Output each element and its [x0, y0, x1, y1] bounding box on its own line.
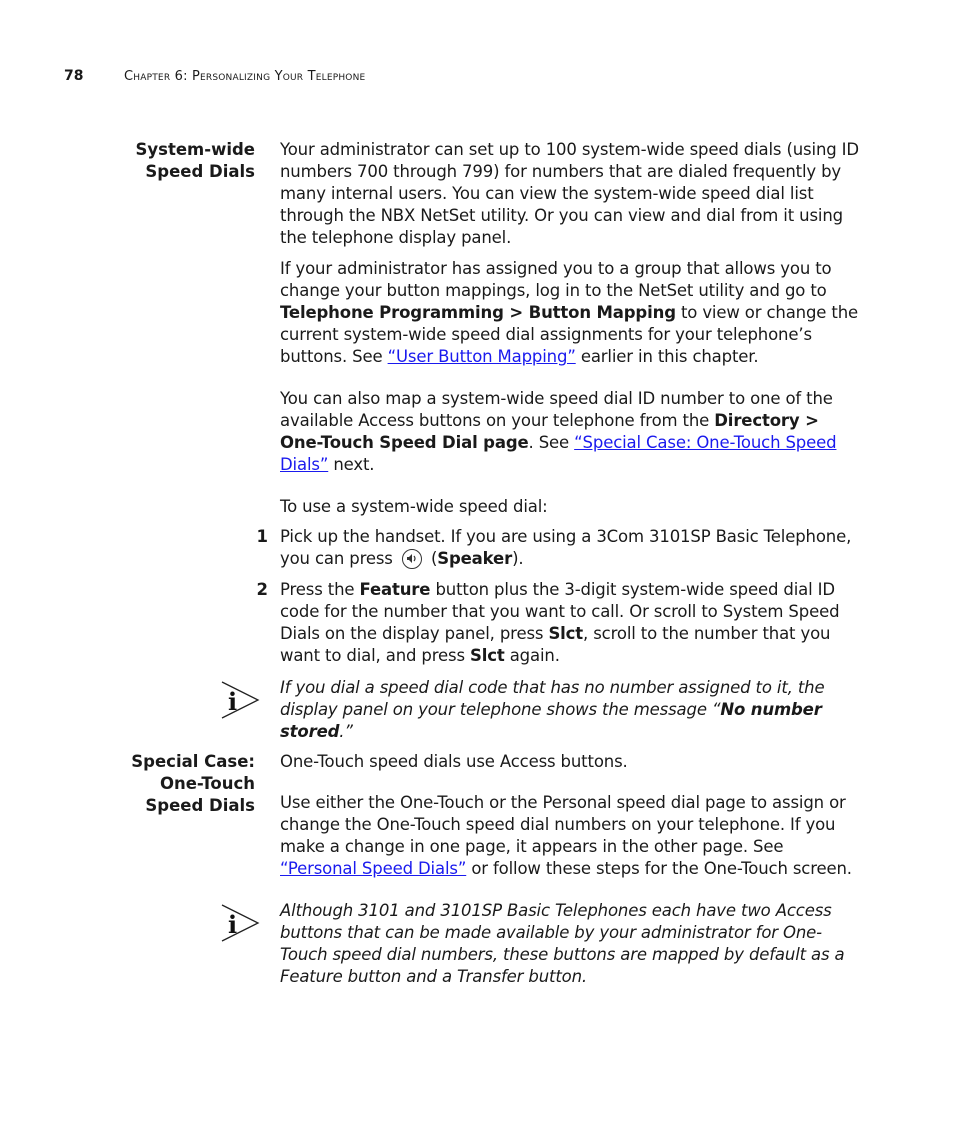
step-2-text: Press the Feature button plus the 3-digit system-wide speed dial ID code for the number that you want to call. Or scroll to System Speed Dials on the display panel, press Slct, scroll to the number that you want to dial, and press Slct again.: [280, 580, 840, 665]
note-basic-telephones: Although 3101 and 3101SP Basic Telephones each have two Access buttons that can be made available by your administrator for One-Touch speed dial numbers, these buttons are mapped by default as a Feature button and a Transfer button.: [280, 901, 845, 986]
paragraph-one-touch-access: One-Touch speed dials use Access buttons.: [280, 752, 628, 771]
paragraph-button-mapping: If your administrator has assigned you to a group that allows you to change your button mappings, log in to the NetSet utility and go to Telephone Programming > Button Mapping to view or change the current system-wide speed dial assignments for your telephone’s buttons. See “User Button Mapping” earlier in this chapter.: [280, 259, 859, 366]
paragraph-one-touch-personal: Use either the One-Touch or the Personal speed dial page to assign or change the One-Touch speed dial numbers on your telephone. If you make a change in one page, it appears in the other page. See “Personal Speed Dials” or follow these steps for the One-Touch screen.: [280, 793, 852, 878]
info-note-icon: [220, 680, 262, 722]
page-header: [64, 68, 365, 84]
step-number-1: 1: [256, 527, 268, 546]
step-number-2: 2: [256, 580, 268, 599]
info-note-icon: [220, 903, 262, 945]
section-heading-special-case: Special Case: One-Touch Speed Dials: [131, 752, 255, 815]
note-no-number-stored: If you dial a speed dial code that has no number assigned to it, the display panel on your telephone shows the message “No number stored.”: [280, 678, 825, 741]
link-personal-speed-dials[interactable]: “Personal Speed Dials”: [280, 859, 467, 878]
paragraph-access-buttons: You can also map a system-wide speed dial ID number to one of the available Access buttons on your telephone from the Directory > One-Touch Speed Dial page. See “Special Case: One-Touch Speed Dials” next.: [280, 389, 837, 474]
link-user-button-mapping[interactable]: “User Button Mapping”: [387, 347, 576, 366]
svg-text:i: i: [228, 910, 238, 939]
svg-text:i: i: [228, 687, 238, 716]
page-number: 78: [64, 68, 84, 84]
speaker-icon: [402, 549, 422, 569]
step-1-text: Pick up the handset. If you are using a 3Com 3101SP Basic Telephone, you can press (Speaker).: [280, 527, 852, 568]
chapter-title: Chapter 6: Personalizing Your Telephone: [124, 69, 366, 84]
paragraph-intro: Your administrator can set up to 100 system-wide speed dials (using ID numbers 700 through 799) for numbers that are dialed frequently by many internal users. You can view the system-wide speed dial list through the NBX NetSet utility. Or you can view and dial from it using the telephone display panel.: [280, 140, 859, 247]
paragraph-use-speed-dial: To use a system-wide speed dial:: [280, 497, 548, 516]
link-special-case-one-touch[interactable]: “Special Case: One-Touch Speed Dials”: [280, 433, 837, 474]
section-heading-system-wide: System-wide Speed Dials: [135, 140, 255, 181]
